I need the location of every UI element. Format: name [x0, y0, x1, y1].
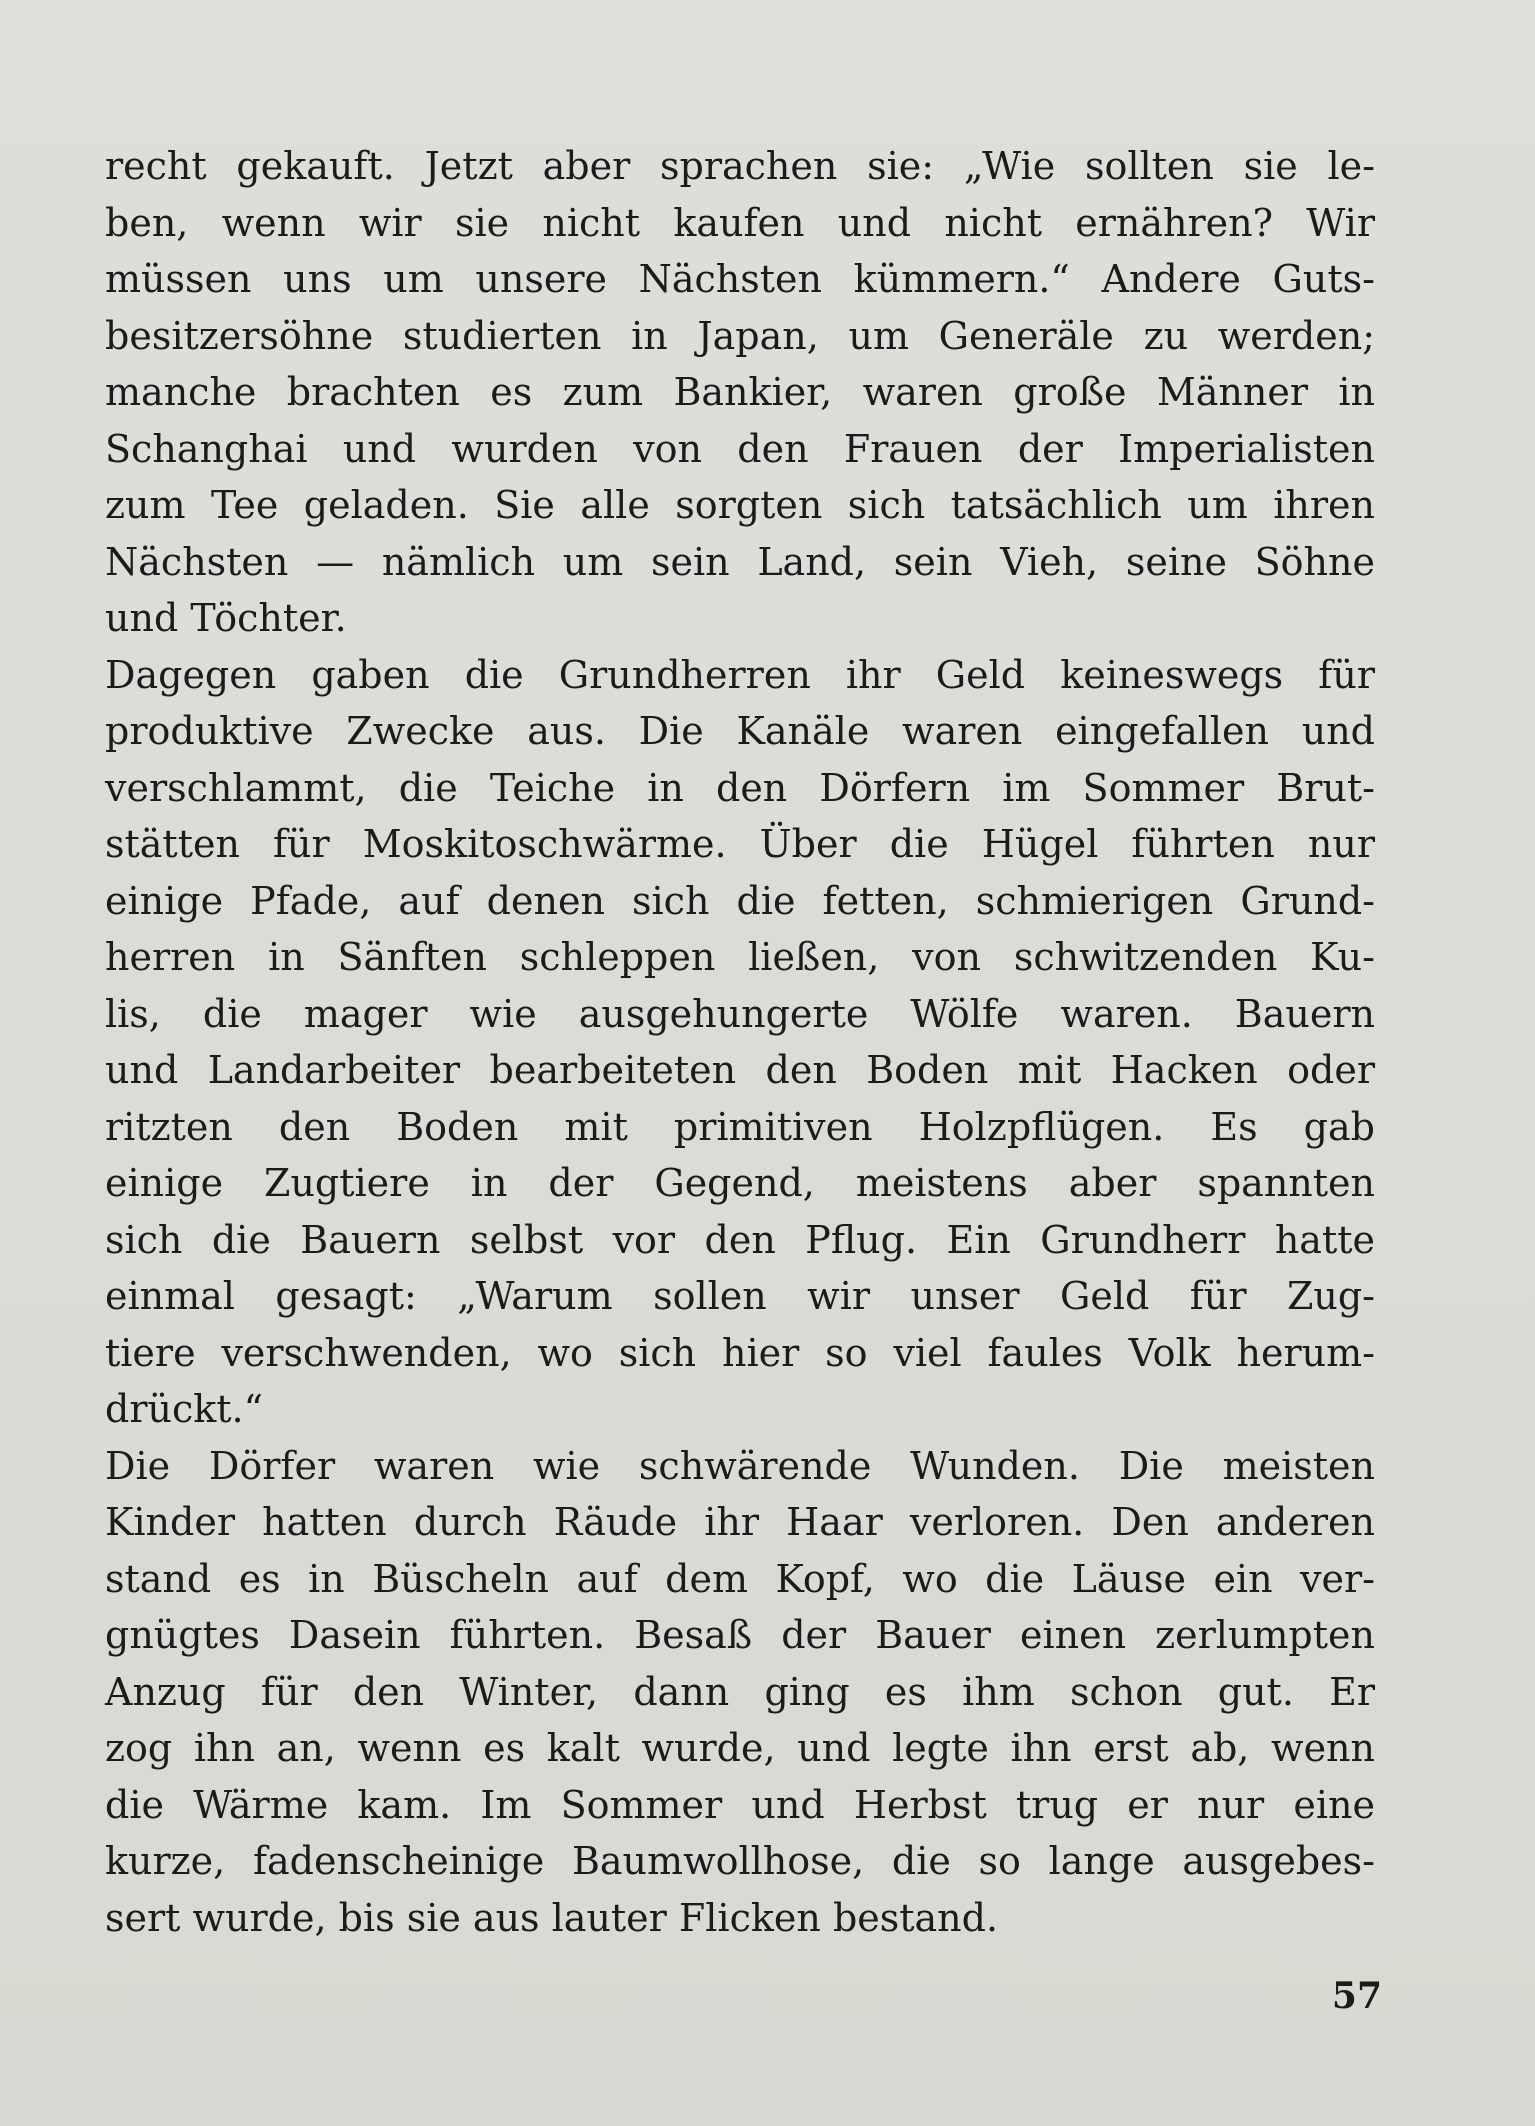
- text-line: zum Tee geladen. Sie alle sorgten sich tatsächlich um ihren: [105, 483, 1375, 527]
- text-line: Anzug für den Winter, dann ging es ihm schon gut. Er: [105, 1669, 1375, 1714]
- text-line: einige Pfade, auf denen sich die fetten, schmierigen Grund-: [105, 878, 1375, 923]
- text-line: Die Dörfer waren wie schwärende Wunden. Die meisten: [105, 1443, 1375, 1488]
- text-line: Nächsten — nämlich um sein Land, sein Vieh, seine Söhne: [105, 539, 1375, 584]
- text-line: einmal gesagt: „Warum sollen wir unser Geld für Zug-: [105, 1274, 1375, 1318]
- text-line: gnügtes Dasein führten. Besaß der Bauer einen zerlumpten: [105, 1613, 1375, 1657]
- text-line: herren in Sänften schleppen ließen, von schwitzenden Ku-: [105, 935, 1375, 979]
- text-line: sich die Bauern selbst vor den Pflug. Ein Grundherr hatte: [105, 1217, 1375, 1262]
- text-line: kurze, fadenscheinige Baumwollhose, die so lange ausgebes-: [105, 1839, 1375, 1883]
- text-line: besitzersöhne studierten in Japan, um Generäle zu werden;: [105, 313, 1375, 358]
- text-line: manche brachten es zum Bankier, waren große Männer in: [105, 370, 1375, 414]
- text-line: Dagegen gaben die Grundherren ihr Geld keineswegs für: [105, 652, 1375, 697]
- text-line: verschlammt, die Teiche in den Dörfern im Sommer Brut-: [105, 765, 1375, 810]
- text-line: und Töchter.: [105, 596, 347, 640]
- text-line: einige Zugtiere in der Gegend, meistens aber spannten: [105, 1161, 1375, 1205]
- text-line: müssen uns um unsere Nächsten kümmern.“ Andere Guts-: [105, 257, 1375, 301]
- text-line: ben, wenn wir sie nicht kaufen und nicht ernähren? Wir: [105, 200, 1375, 245]
- text-line: Kinder hatten durch Räude ihr Haar verloren. Den anderen: [105, 1500, 1375, 1544]
- page-number: 57: [1331, 1975, 1382, 2017]
- text-line: und Landarbeiter bearbeiteten den Boden mit Hacken oder: [105, 1048, 1375, 1092]
- text-line: Schanghai und wurden von den Frauen der Imperialisten: [105, 426, 1375, 471]
- text-line: tiere verschwenden, wo sich hier so viel faules Volk herum-: [105, 1330, 1375, 1375]
- text-line: ritzten den Boden mit primitiven Holzpflügen. Es gab: [105, 1104, 1375, 1149]
- text-line: die Wärme kam. Im Sommer und Herbst trug er nur eine: [105, 1782, 1375, 1827]
- text-line: lis, die mager wie ausgehungerte Wölfe waren. Bauern: [105, 991, 1375, 1036]
- text-line: stätten für Moskitoschwärme. Über die Hügel führten nur: [105, 822, 1375, 866]
- text-line: zog ihn an, wenn es kalt wurde, und legte ihn erst ab, wenn: [105, 1726, 1375, 1770]
- text-line: sert wurde, bis sie aus lauter Flicken bestand.: [105, 1895, 999, 1940]
- text-line: stand es in Büscheln auf dem Kopf, wo die Läuse ein ver-: [105, 1556, 1375, 1601]
- text-line: drückt.“: [105, 1387, 264, 1431]
- text-line: produktive Zwecke aus. Die Kanäle waren eingefallen und: [105, 709, 1375, 753]
- text-line: recht gekauft. Jetzt aber sprachen sie: „Wie sollten sie le-: [105, 144, 1375, 188]
- body-text: [105, 138, 1375, 1946]
